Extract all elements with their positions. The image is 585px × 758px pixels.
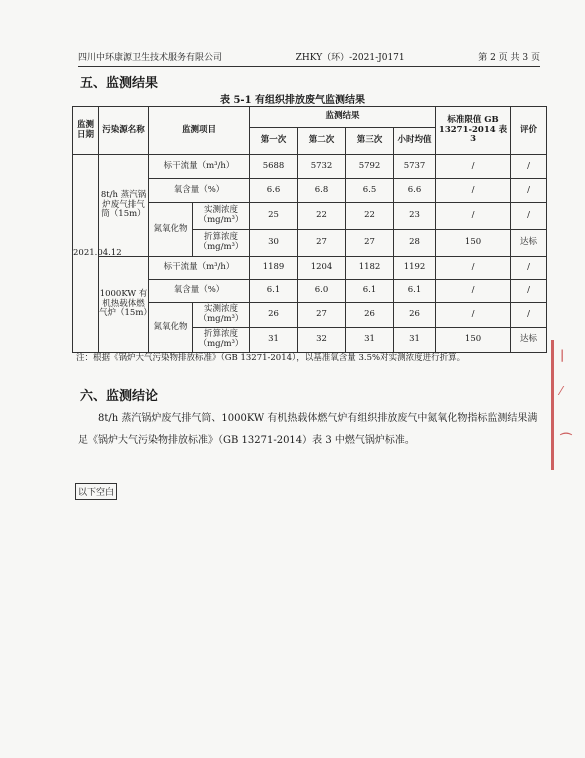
nox-cell: 氮氧化物 [149,203,193,257]
value-cell: 6.6 [250,179,298,203]
eval-cell: / [511,257,547,280]
value-cell: 1192 [394,257,436,280]
section-6-title: 六、监测结论 [80,389,159,404]
value-cell: 31 [346,328,394,353]
limit-cell: / [436,179,511,203]
eval-cell: / [511,303,547,328]
col-item: 监测项目 [149,107,250,155]
value-cell: 26 [394,303,436,328]
col-eval: 评价 [511,107,547,155]
value-cell: 26 [250,303,298,328]
value-cell: 6.5 [346,179,394,203]
table-row [73,257,547,280]
value-cell: 22 [298,203,346,230]
value-cell: 6.0 [298,280,346,303]
table-row [73,155,547,179]
item-cell: 标干流量（m³/h） [149,155,250,179]
value-cell: 5737 [394,155,436,179]
value-cell: 6.1 [394,280,436,303]
limit-cell: 150 [436,230,511,257]
section-5-title: 五、监测结果 [80,76,159,91]
value-cell: 6.8 [298,179,346,203]
value-cell: 22 [346,203,394,230]
blank-marker: 以下空白 [75,483,117,500]
eval-cell: 达标 [511,328,547,353]
value-cell: 31 [394,328,436,353]
col-source: 污染源名称 [99,107,149,155]
item-cell: 实测浓度（mg/m³） [193,303,250,328]
value-cell: 28 [394,230,436,257]
col-hourly: 小时均值 [394,128,436,155]
value-cell: 5732 [298,155,346,179]
item-cell: 标干流量（m³/h） [149,257,250,280]
value-cell: 27 [298,230,346,257]
report-number: ZHKY（环）-2021-J0171 [295,53,405,63]
table-caption: 表 5-1 有组织排放废气监测结果 [219,95,366,106]
value-cell: 27 [346,230,394,257]
eval-cell: 达标 [511,230,547,257]
value-cell: 5688 [250,155,298,179]
value-cell: 1182 [346,257,394,280]
item-cell: 折算浓度（mg/m³） [193,230,250,257]
limit-cell: / [436,257,511,280]
value-cell: 27 [298,303,346,328]
eval-cell: / [511,203,547,230]
date-cell: 2021.04.12 [73,155,99,353]
item-cell: 氧含量（%） [149,280,250,303]
limit-cell: / [436,280,511,303]
monitoring-results-table [72,106,547,353]
table-note: 注：根据《锅炉大气污染物排放标准》（GB 13271-2014），以基准氧含量 3.5%对实测浓度进行折算。 [76,353,466,363]
value-cell: 31 [250,328,298,353]
value-cell: 25 [250,203,298,230]
value-cell: 26 [346,303,394,328]
item-cell: 折算浓度（mg/m³） [193,328,250,353]
value-cell: 30 [250,230,298,257]
item-cell: 氧含量（%） [149,179,250,203]
company-name: 四川中环康源卫生技术服务有限公司 [78,53,223,63]
value-cell: 6.1 [346,280,394,303]
eval-cell: / [511,155,547,179]
value-cell: 32 [298,328,346,353]
col-second: 第二次 [298,128,346,155]
value-cell: 1204 [298,257,346,280]
limit-cell: / [436,155,511,179]
limit-cell: / [436,203,511,230]
col-date: 监测日期 [73,107,99,155]
eval-cell: / [511,280,547,303]
eval-cell: / [511,179,547,203]
red-seal-stamp: | ⁄ ⌒ [551,340,585,470]
value-cell: 5792 [346,155,394,179]
value-cell: 1189 [250,257,298,280]
conclusion-paragraph: 8t/h 蒸汽锅炉废气排气筒、1000KW 有机热载体燃气炉有组织排放废气中氮氧化物指标监测结果满足《锅炉大气污染物排放标准》（GB 13271-2014）表 3 中燃气锅炉标准。 [78,413,538,446]
item-cell: 实测浓度（mg/m³） [193,203,250,230]
page-number: 第 2 页 共 3 页 [478,53,540,63]
nox-cell: 氮氧化物 [149,303,193,353]
limit-cell: 150 [436,328,511,353]
limit-cell: / [436,303,511,328]
source-cell: 8t/h 蒸汽锅炉废气排气筒（15m） [99,155,149,257]
source-cell: 1000KW 有机热载体燃气炉（15m） [99,257,149,353]
value-cell: 6.1 [250,280,298,303]
value-cell: 6.6 [394,179,436,203]
col-first: 第一次 [250,128,298,155]
value-cell: 23 [394,203,436,230]
col-limit: 标准限值 GB 13271-2014 表 3 [436,107,511,155]
col-results: 监测结果 [250,107,436,128]
col-third: 第三次 [346,128,394,155]
page-header [78,50,540,67]
